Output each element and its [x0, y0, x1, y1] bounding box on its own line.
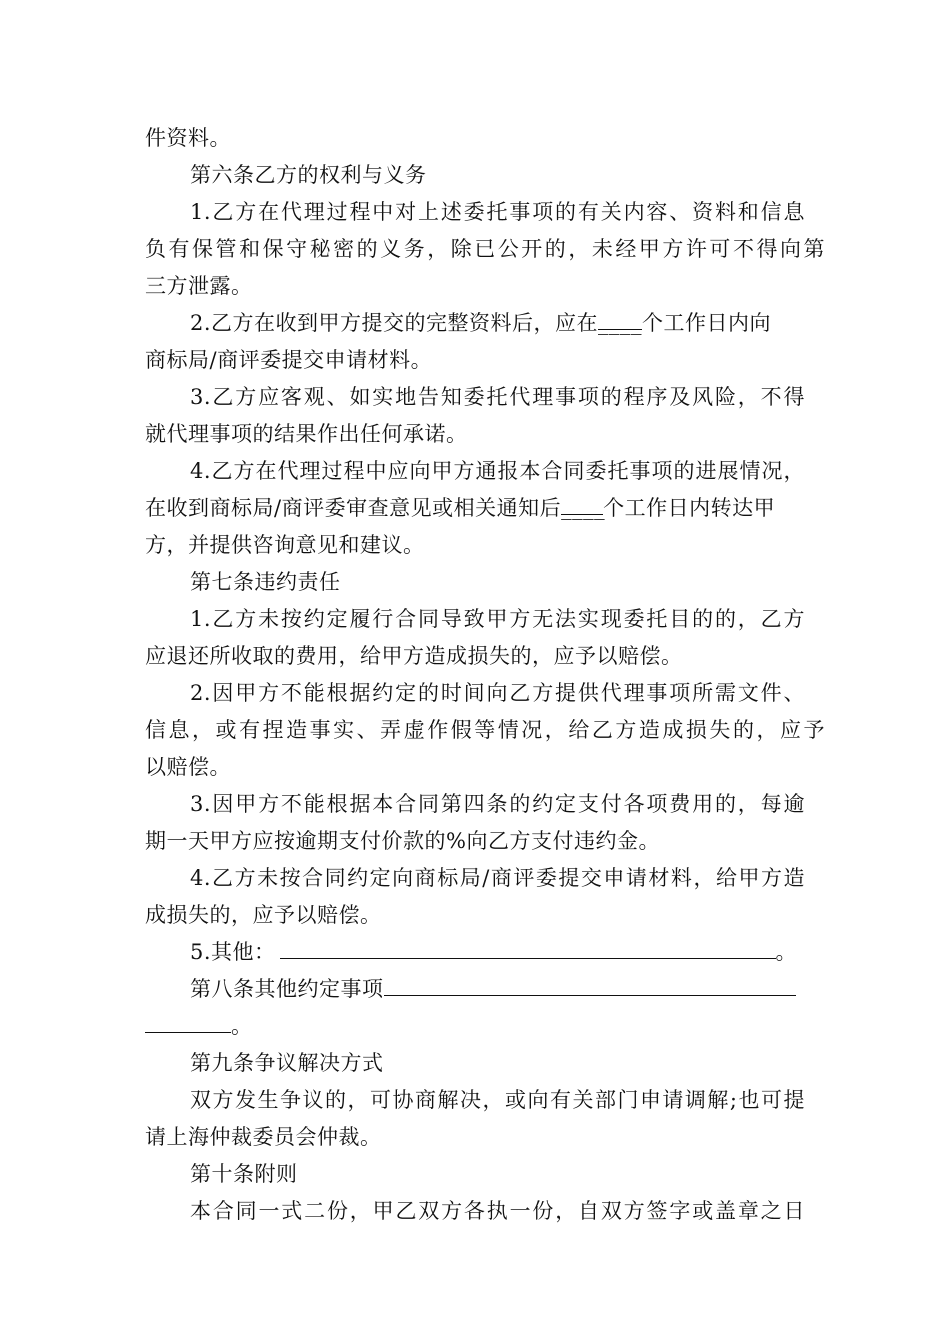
section-heading-article-8 [190, 975, 870, 1003]
text-line: 方，并提供咨询意见和建议。 [145, 533, 425, 557]
text-line: 件资料。 [145, 126, 231, 150]
text-line-with-blank [145, 494, 825, 522]
text-line-with-blank [145, 1012, 825, 1040]
text-segment: 。 [775, 940, 798, 964]
text-line: 2.因甲方不能根据约定的时间向乙方提供代理事项所需文件、 [190, 681, 805, 705]
text-segment: 5.其他： [190, 940, 276, 964]
text-segment: 2.乙方在收到甲方提交的完整资料后，应在 [190, 311, 599, 335]
text-line: 成损失的，应予以赔偿。 [145, 903, 382, 927]
text-line: 负有保管和保守秘密的义务，除已公开的，未经甲方许可不得向第 [145, 237, 825, 261]
fill-in-blank[interactable] [145, 1012, 231, 1033]
text-line: 3.乙方应客观、如实地告知委托代理事项的程序及风险，不得 [190, 385, 805, 409]
fill-in-blank[interactable] [384, 975, 796, 996]
text-segment: 第八条其他约定事项 [190, 977, 384, 1001]
text-line: 以赔偿。 [145, 755, 231, 779]
text-line: 1.乙方在代理过程中对上述委托事项的有关内容、资料和信息 [190, 200, 805, 224]
fill-in-blank[interactable] [280, 938, 776, 959]
text-line: 信息，或有捏造事实、弄虚作假等情况，给乙方造成损失的，应予 [145, 718, 825, 742]
text-line: 期一天甲方应按逾期支付价款的%向乙方支付违约金。 [145, 829, 660, 853]
text-line: 4.乙方未按合同约定向商标局/商评委提交申请材料，给甲方造 [190, 866, 805, 890]
text-line: 4.乙方在代理过程中应向甲方通报本合同委托事项的进展情况， [190, 459, 805, 483]
section-heading-article-10: 第十条附则 [190, 1162, 298, 1186]
section-heading-article-6: 第六条乙方的权利与义务 [190, 163, 427, 187]
text-segment: 个工作日内向 [642, 311, 772, 335]
text-line: 1.乙方未按约定履行合同导致甲方无法实现委托目的的，乙方 [190, 607, 805, 631]
text-segment: 。 [231, 1014, 253, 1038]
fill-in-blank[interactable]: ____ [598, 311, 643, 335]
text-line: 就代理事项的结果作出任何承诺。 [145, 422, 468, 446]
text-line: 请上海仲裁委员会仲裁。 [145, 1125, 382, 1149]
section-heading-article-7: 第七条违约责任 [190, 570, 341, 594]
text-segment: 在收到商标局/商评委审查意见或相关通知后 [145, 496, 562, 520]
text-line: 三方泄露。 [145, 274, 253, 298]
text-line: 双方发生争议的，可协商解决，或向有关部门申请调解;也可提 [190, 1088, 805, 1112]
text-line-with-blank [190, 309, 870, 337]
section-heading-article-9: 第九条争议解决方式 [190, 1051, 384, 1075]
fill-in-blank[interactable]: ____ [561, 496, 606, 520]
text-line-with-blank [190, 938, 870, 966]
text-line: 商标局/商评委提交申请材料。 [145, 348, 433, 372]
text-segment: 个工作日内转达甲 [603, 496, 776, 520]
text-line: 应退还所收取的费用，给甲方造成损失的，应予以赔偿。 [145, 644, 683, 668]
text-line: 本合同一式二份，甲乙双方各执一份，自双方签字或盖章之日 [190, 1199, 805, 1223]
text-line: 3.因甲方不能根据本合同第四条的约定支付各项费用的，每逾 [190, 792, 805, 816]
